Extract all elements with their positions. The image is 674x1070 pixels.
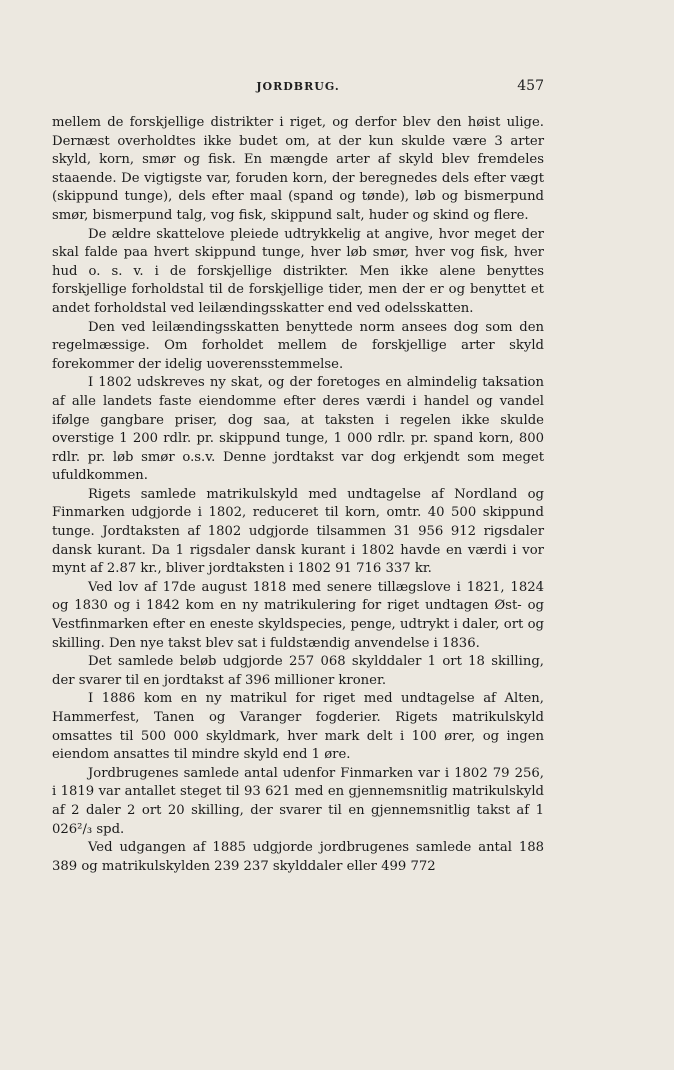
page-header <box>52 78 544 96</box>
paragraph: Det samlede beløb udgjorde 257 068 skylddaler 1 ort 18 skilling, der svarer til en jordtakst af 396 millioner kroner. <box>52 654 544 688</box>
paragraph: mellem de forskjellige distrikter i riget, og derfor blev den høist ulige. Dernæst overholdtes ikke budet om, at der kun skulde være 3 arter skyld, korn, smør og fisk. En mængde arter af skyld blev fremdeles staaende. De vigtigste var, foruden korn, der beregnedes dels efter vægt (skippund tunge), dels efter maal (spand og tønde), løb og bismerpund smør, bismerpund talg, vog fisk, skippund salt, huder og skind og flere. <box>52 115 544 223</box>
paragraph: I 1802 udskreves ny skat, og der foretoges en almindelig taksation af alle landets faste eiendomme efter deres værdi i handel og vandel ifølge gangbare priser, dog saa, at taksten i regelen ikke skulde overstige 1 200 rdlr. pr. skippund tunge, 1 000 rdlr. pr. spand korn, 800 rdlr. pr. løb smør o.s.v. Denne jordtakst var dog erkjendt som meget ufuldkommen. <box>52 375 544 484</box>
body-text <box>52 114 544 876</box>
running-title: JORDBRUG. <box>256 80 340 93</box>
paragraph: De ældre skattelove pleiede udtrykkelig at angive, hvor meget der skal falde paa hvert skippund tunge, hver løb smør, hver vog fisk, hver hud o. s. v. i de forskjellige distrikter. Men ikke alene benyttes forskjellige forholdstal til de forskjellige tider, men der er og benyttet et andet forholdstal ved leilændingsskatter end ved odelsskatten. <box>52 226 544 316</box>
paragraph: Ved lov af 17de august 1818 med senere tillægslove i 1821, 1824 og 1830 og i 1842 kom en ny matrikulering for riget undtagen Øst- og Vestfinmarken efter en eneste skyldspecies, penge, udtrykt i daler, ort og skilling. Den nye takst blev sat i fuldstændig anvendelse i 1836. <box>52 579 544 651</box>
paragraph: Jordbrugenes samlede antal udenfor Finmarken var i 1802 79 256, i 1819 var antallet steget til 93 621 med en gjennemsnitlig matrikulskyld af 2 daler 2 ort 20 skilling, der svarer til en gjennemsnitlig takst af 1 026²/₃ spd. <box>52 765 544 837</box>
paragraph: Den ved leilændingsskatten benyttede norm ansees dog som den regelmæssige. Om forholdet mellem de forskjellige arter skyld forekommer der idelig uoverensstemmelse. <box>52 319 544 372</box>
paragraph: Rigets samlede matrikulskyld med undtagelse af Nordland og Finmarken udgjorde i 1802, reduceret til korn, omtr. 40 500 skippund tunge. Jordtaksten af 1802 udgjorde tilsammen 31 956 912 rigsdaler dansk kurant. Da 1 rigsdaler dansk kurant i 1802 havde en værdi i vor mynt af 2.87 kr., bliver jordtaksten i 1802 91 716 337 kr. <box>52 486 544 577</box>
paragraph: Ved udgangen af 1885 udgjorde jordbrugenes samlede antal 188 389 og matrikulskylden 239 237 skylddaler eller 499 772 <box>52 840 544 874</box>
paragraph: I 1886 kom en ny matrikul for riget med undtagelse af Alten, Hammerfest, Tanen og Varanger fogderier. Rigets matrikulskyld omsattes til 500 000 skyldmark, hver mark delt i 100 ører, og ingen eiendom ansattes til mindre skyld end 1 øre. <box>52 691 544 763</box>
page-number: 457 <box>517 78 544 94</box>
